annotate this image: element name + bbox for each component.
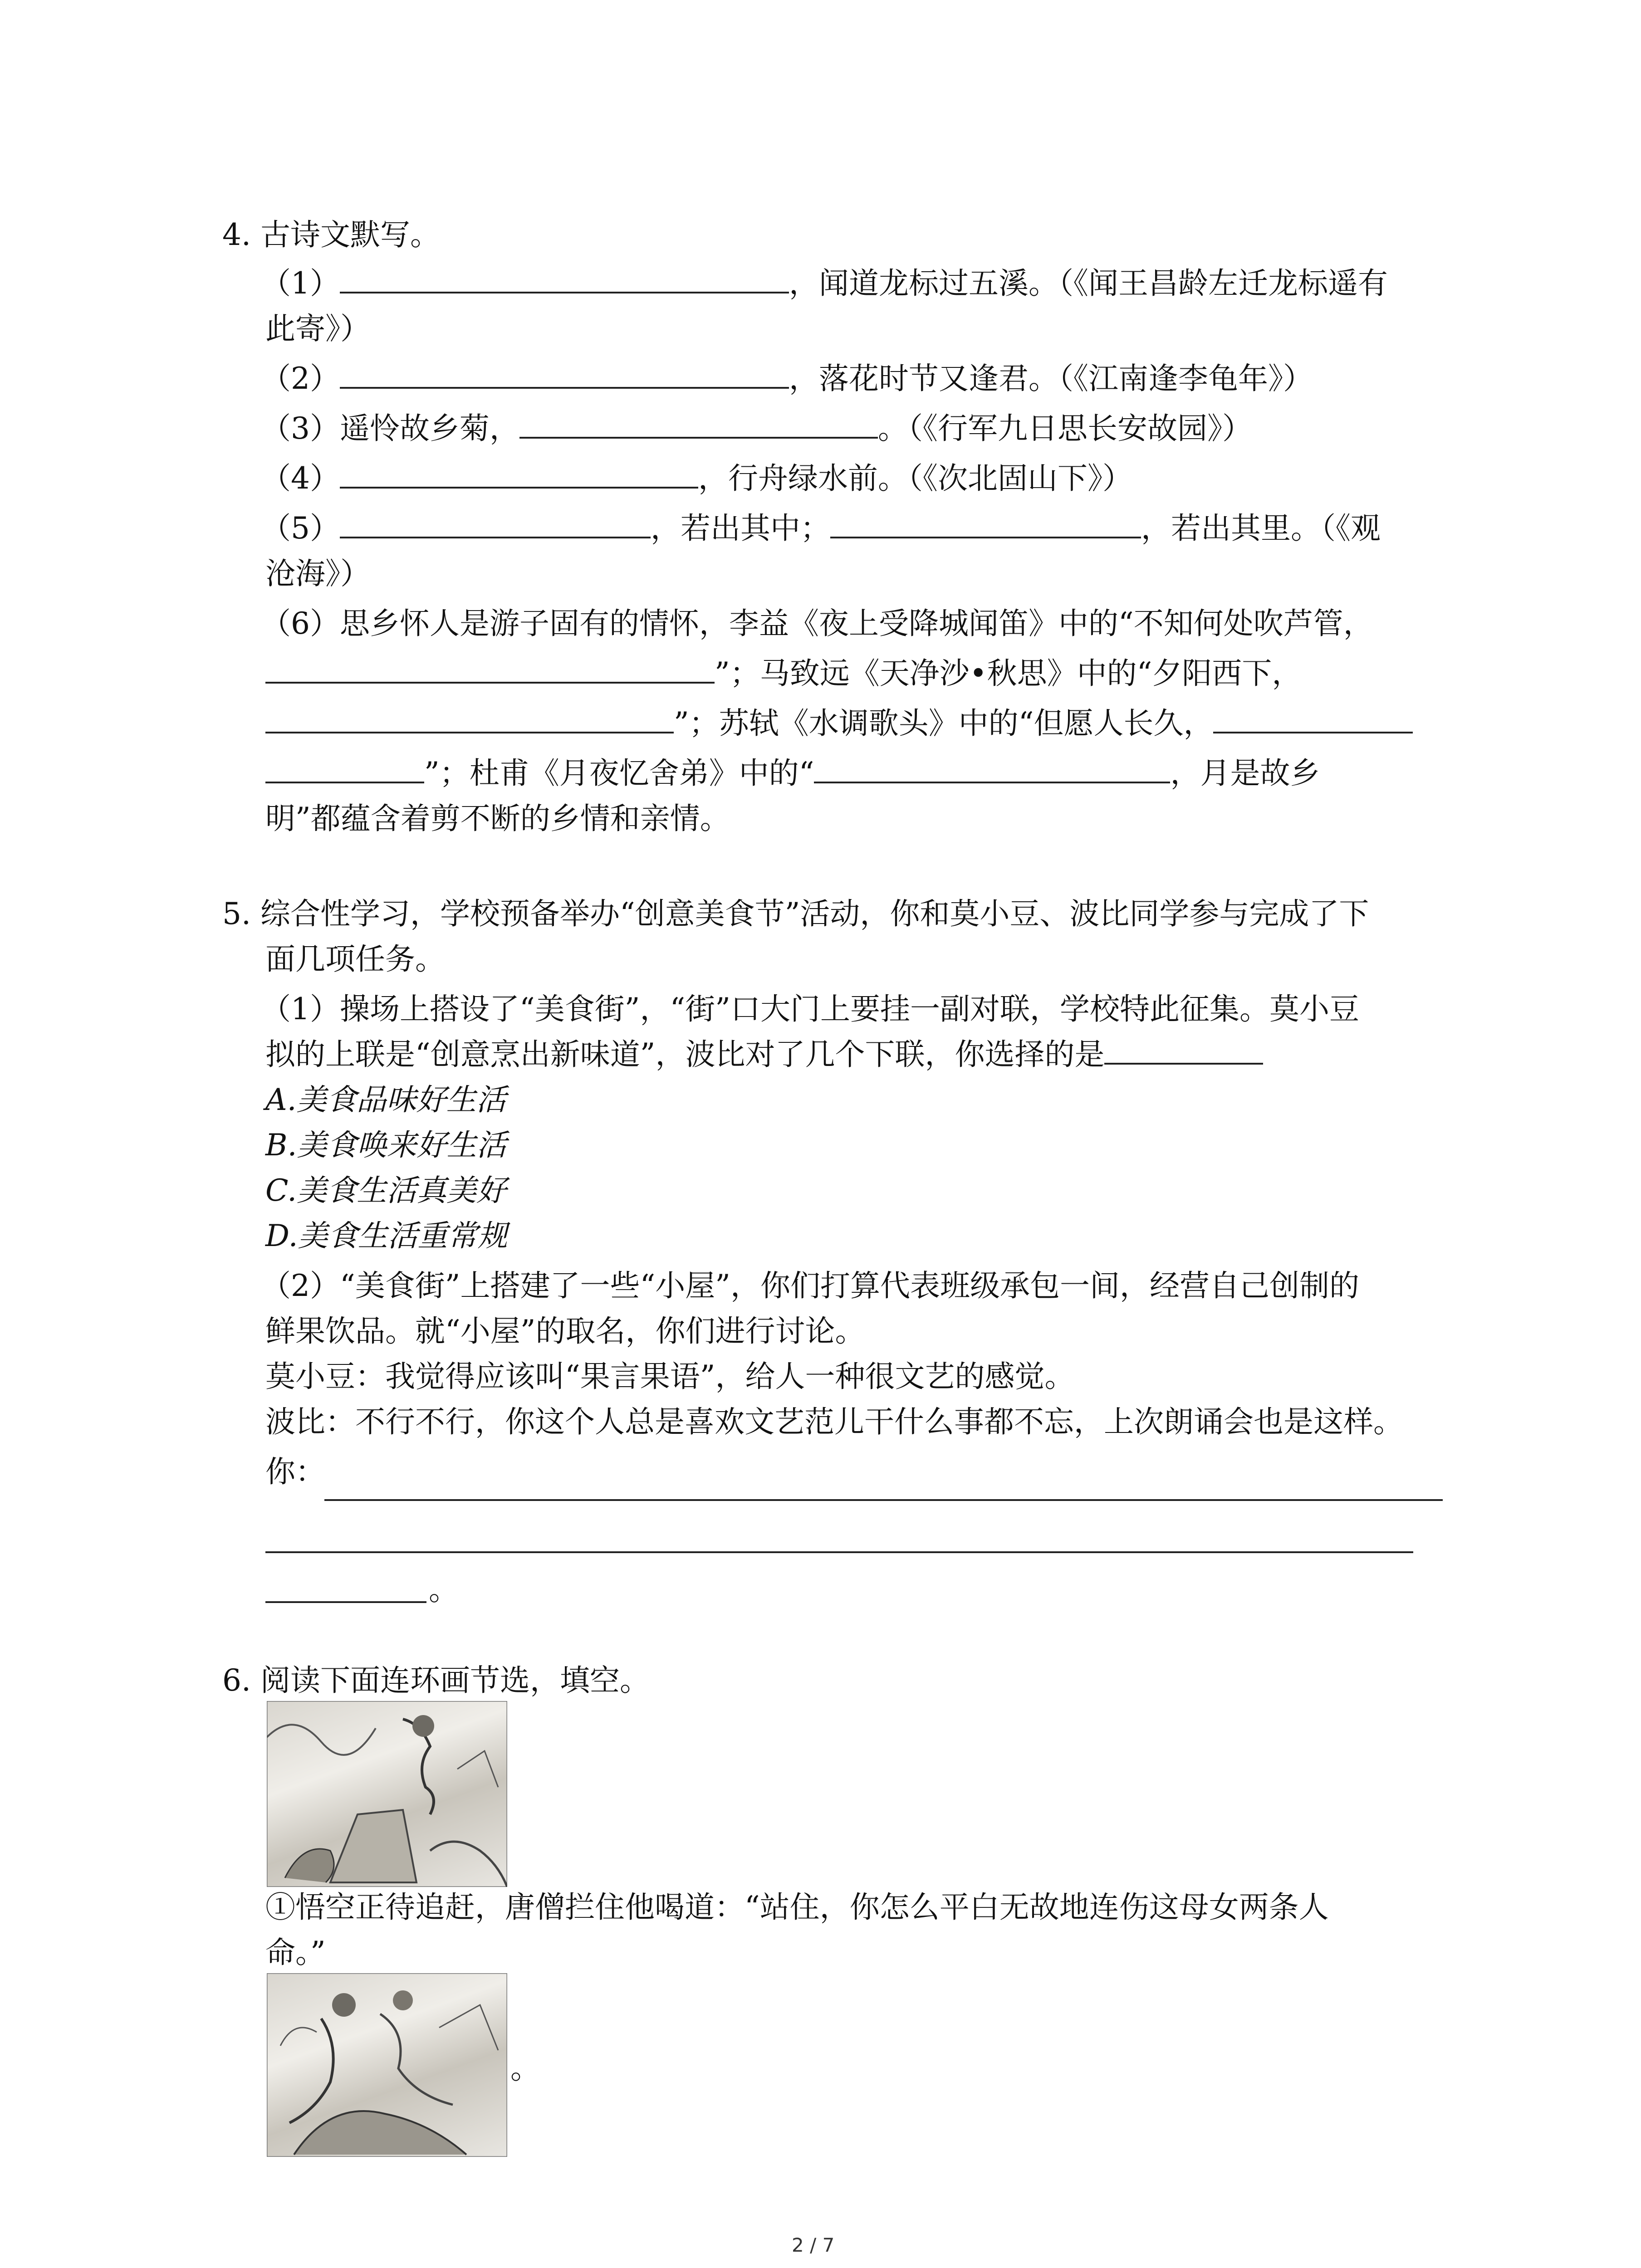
q5-part1-a: （1）操场上搭设了“美食街”，“街”口大门上要挂一副对联，学校特此征集。莫小豆: [261, 992, 1359, 1026]
q4-blank-3[interactable]: [519, 411, 878, 439]
q5-dialog-bo: 波比：不行不行，你这个人总是喜欢文艺范儿干什么事都不忘，上次朗诵会也是这样。: [265, 1404, 1403, 1439]
q5-part2-b: 鲜果饮品。就“小屋”的取名，你们进行讨论。: [265, 1314, 865, 1349]
q4-blank-6b[interactable]: [265, 705, 674, 733]
q4-item-5: [261, 510, 1381, 547]
q4-item-1: [261, 265, 1388, 302]
q5-end-mark: 。: [429, 1572, 459, 1607]
q4-item-2-tail: ，落花时节又逢君。（《江南逢李龟年》）: [789, 361, 1313, 396]
q4-blank-4[interactable]: [340, 460, 698, 489]
q4-item-5-mid: ，若出其中；: [651, 511, 830, 546]
q6-title: 6. 阅读下面连环画节选，填空。: [222, 1663, 650, 1698]
q4-item-5-cont: 沧海》）: [265, 556, 370, 591]
q6-caption-2: 。: [510, 2051, 540, 2086]
q4-blank-6d[interactable]: [265, 755, 424, 783]
q4-blank-6a[interactable]: [265, 655, 715, 684]
q4-blank-5b[interactable]: [830, 510, 1141, 538]
q4-blank-6e[interactable]: [814, 755, 1170, 783]
q5-part1-b: [265, 1036, 1263, 1073]
q5-you-label: 你：: [265, 1454, 325, 1489]
comic-panel-2: [267, 1973, 507, 2157]
q4-item-6-b-text: ”；马致远《天净沙•秋思》中的“夕阳西下，: [715, 656, 1302, 691]
comic-panel-1: [267, 1701, 507, 1887]
q4-item-3-head: （3）遥怜故乡菊，: [261, 411, 519, 446]
q4-item-6-head: （6）思乡怀人是游子固有的情怀，李益《夜上受降城闻笛》中的“不知何处吹芦管，: [261, 606, 1373, 641]
q5-you-blank-3[interactable]: [265, 1601, 426, 1603]
q4-item-1-cont: 此寄》）: [265, 311, 370, 346]
q5-part2-a: （2）“美食街”上搭建了一些“小屋”，你们打算代表班级承包一间，经营自己创制的: [261, 1268, 1359, 1303]
q5-option-c: C.美食生活真美好: [265, 1173, 507, 1208]
q4-item-4: [261, 460, 1132, 497]
q4-item-1-tail: ，闻道龙标过五溪。（《闻王昌龄左迁龙标遥有: [789, 266, 1388, 301]
q4-blank-2[interactable]: [340, 361, 789, 389]
q4-item-6-c-text: ”；苏轼《水调歌头》中的“但愿人长久，: [674, 706, 1214, 741]
q4-item-6-b: [265, 655, 1302, 692]
page-number: 2 / 7: [792, 2234, 835, 2256]
q4-item-3-tail: 。（《行军九日思长安故园》）: [878, 411, 1252, 446]
q4-item-6-e: 明”都蕴含着剪不断的乡情和亲情。: [265, 801, 730, 836]
q4-blank-5a[interactable]: [340, 510, 651, 538]
q6-caption-1b: 命。”: [265, 1935, 326, 1970]
q4-item-4-tail: ，行舟绿水前。（《次北固山下》）: [698, 461, 1132, 496]
q4-item-4-num: （4）: [261, 461, 340, 496]
q5-part1-b-text: 拟的上联是“创意烹出新味道”，波比对了几个下联，你选择的是: [265, 1037, 1105, 1072]
q5-you-blank-1[interactable]: [324, 1499, 1443, 1501]
q6-caption-1a: ①悟空正待追赶，唐僧拦住他喝道：“站住，你怎么平白无故地连伤这母女两条人: [265, 1890, 1329, 1925]
q4-item-6-d: [265, 755, 1320, 792]
q4-item-6-d-tail: ，月是故乡: [1170, 756, 1320, 791]
q5-you-blank-2[interactable]: [265, 1551, 1413, 1553]
q4-item-3: [261, 411, 1252, 447]
q4-item-6-c: [265, 705, 1413, 742]
q4-item-1-num: （1）: [261, 266, 340, 301]
q5-title: 5. 综合性学习，学校预备举办“创意美食节”活动，你和莫小豆、波比同学参与完成了下: [222, 896, 1369, 931]
q4-title: 4. 古诗文默写。: [222, 217, 440, 252]
q4-item-6-d-text: ”；杜甫《月夜忆舍弟》中的“: [424, 756, 814, 791]
q5-option-a: A.美食品味好生活: [265, 1082, 506, 1117]
q4-item-5-num: （5）: [261, 511, 340, 546]
q4-item-2: [261, 361, 1313, 397]
q4-item-2-num: （2）: [261, 361, 340, 396]
q5-option-d: D.美食生活重常规: [265, 1218, 508, 1253]
q5-option-b: B.美食唤来好生活: [265, 1128, 507, 1163]
q4-blank-6c[interactable]: [1213, 705, 1413, 733]
q4-item-5-tail: ，若出其里。（《观: [1141, 511, 1381, 546]
q5-dialog-mo: 莫小豆：我觉得应该叫“果言果语”，给人一种很文艺的感觉。: [265, 1359, 1075, 1394]
q4-blank-1[interactable]: [340, 265, 789, 293]
q5-title-cont: 面几项任务。: [265, 942, 445, 977]
q5-answer-blank-1[interactable]: [1104, 1036, 1263, 1065]
